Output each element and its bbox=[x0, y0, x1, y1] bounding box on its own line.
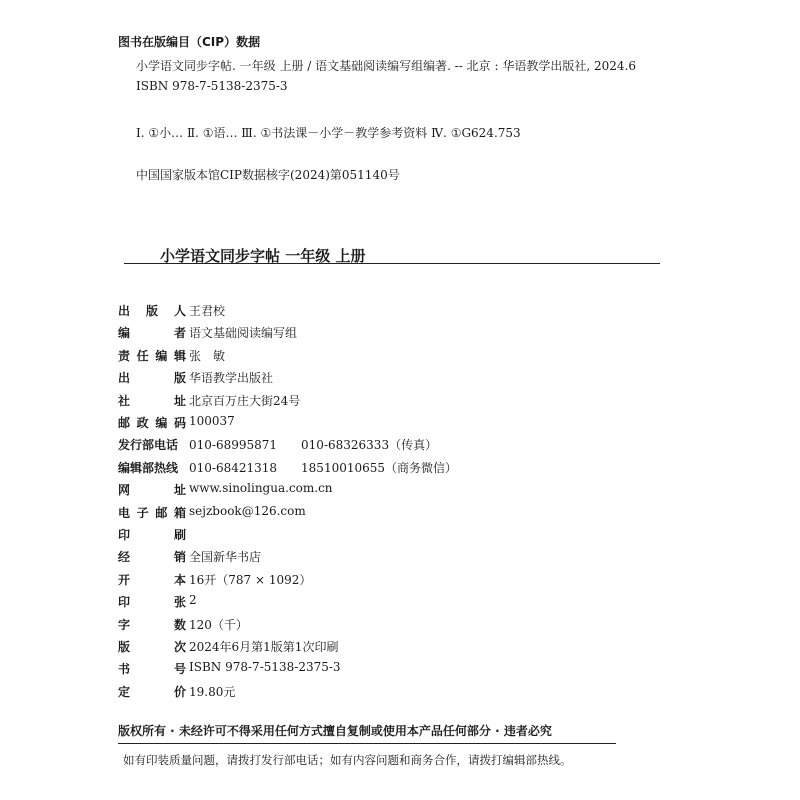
info-label: 定 价 bbox=[118, 684, 186, 699]
book-title: 小学语文同步字帖 一年级 上册 bbox=[160, 247, 366, 265]
info-label: 电 子 邮 箱 bbox=[118, 505, 186, 520]
info-label: 社 址 bbox=[118, 393, 186, 408]
info-label: 出 版 人 bbox=[118, 304, 186, 318]
cip-bibliographic-line: 小学语文同步字帖. 一年级 上册 / 语文基础阅读编写组编著. -- 北京 : 华语教学出版社, 2024.6 bbox=[136, 59, 636, 73]
info-value: 华语教学出版社 bbox=[189, 371, 274, 386]
info-value: 010-68995871 010-68326333（传真） bbox=[189, 438, 438, 453]
cip-heading: 图书在版编目（CIP）数据 bbox=[118, 35, 261, 49]
info-label: 字 数 bbox=[118, 617, 186, 632]
info-label: 责 任 编 辑 bbox=[118, 348, 186, 363]
info-value: 010-68421318 18510010655（商务微信） bbox=[189, 460, 458, 475]
info-value: 2024年6月第1版第1次印刷 bbox=[189, 640, 339, 654]
info-value: 全国新华书店 bbox=[189, 550, 262, 565]
info-value: 北京百万庄大街24号 bbox=[189, 393, 301, 408]
cip-isbn: ISBN 978-7-5138-2375-3 bbox=[136, 79, 288, 93]
info-label: 开 本 bbox=[118, 572, 186, 587]
info-label: 印 刷 bbox=[118, 528, 186, 542]
info-value: ISBN 978-7-5138-2375-3 bbox=[189, 660, 341, 675]
footer-divider bbox=[118, 743, 616, 744]
info-label: 网 址 bbox=[118, 483, 186, 498]
copyright-statement: 版权所有 · 未经许可不得采用任何方式擅自复制或使用本产品任何部分 · 违者必究 bbox=[118, 724, 552, 738]
info-label: 编 者 bbox=[118, 326, 186, 341]
info-label: 邮 政 编 码 bbox=[118, 416, 186, 430]
info-value: sejzbook@126.com bbox=[189, 503, 306, 518]
info-value: 16开（787 × 1092） bbox=[189, 572, 312, 587]
info-label: 编辑部热线 bbox=[118, 460, 179, 475]
info-value: 王君校 bbox=[189, 304, 226, 318]
info-label: 印 张 bbox=[118, 595, 186, 610]
info-value: 120（千） bbox=[189, 617, 248, 632]
info-label: 出 版 bbox=[118, 371, 186, 386]
cip-classification: Ⅰ. ①小… Ⅱ. ①语… Ⅲ. ①书法课－小学－教学参考资料 Ⅳ. ①G624.753 bbox=[136, 126, 521, 140]
info-label: 发行部电话 bbox=[118, 438, 179, 453]
cip-verification-number: 中国国家版本馆CIP数据核字(2024)第051140号 bbox=[136, 168, 400, 182]
info-value: 张 敏 bbox=[189, 348, 226, 363]
info-value: 100037 bbox=[189, 414, 235, 428]
info-value: 2 bbox=[189, 593, 197, 608]
title-divider bbox=[124, 263, 660, 264]
info-label: 经 销 bbox=[118, 550, 186, 565]
info-value: www.sinolingua.com.cn bbox=[189, 481, 333, 496]
quality-notice: 如有印装质量问题，请拨打发行部电话；如有内容问题和商务合作，请拨打编辑部热线。 bbox=[123, 753, 572, 767]
info-value: 语文基础阅读编写组 bbox=[189, 326, 298, 341]
info-label: 书 号 bbox=[118, 662, 186, 677]
info-label: 版 次 bbox=[118, 640, 186, 654]
info-value: 19.80元 bbox=[189, 684, 236, 699]
